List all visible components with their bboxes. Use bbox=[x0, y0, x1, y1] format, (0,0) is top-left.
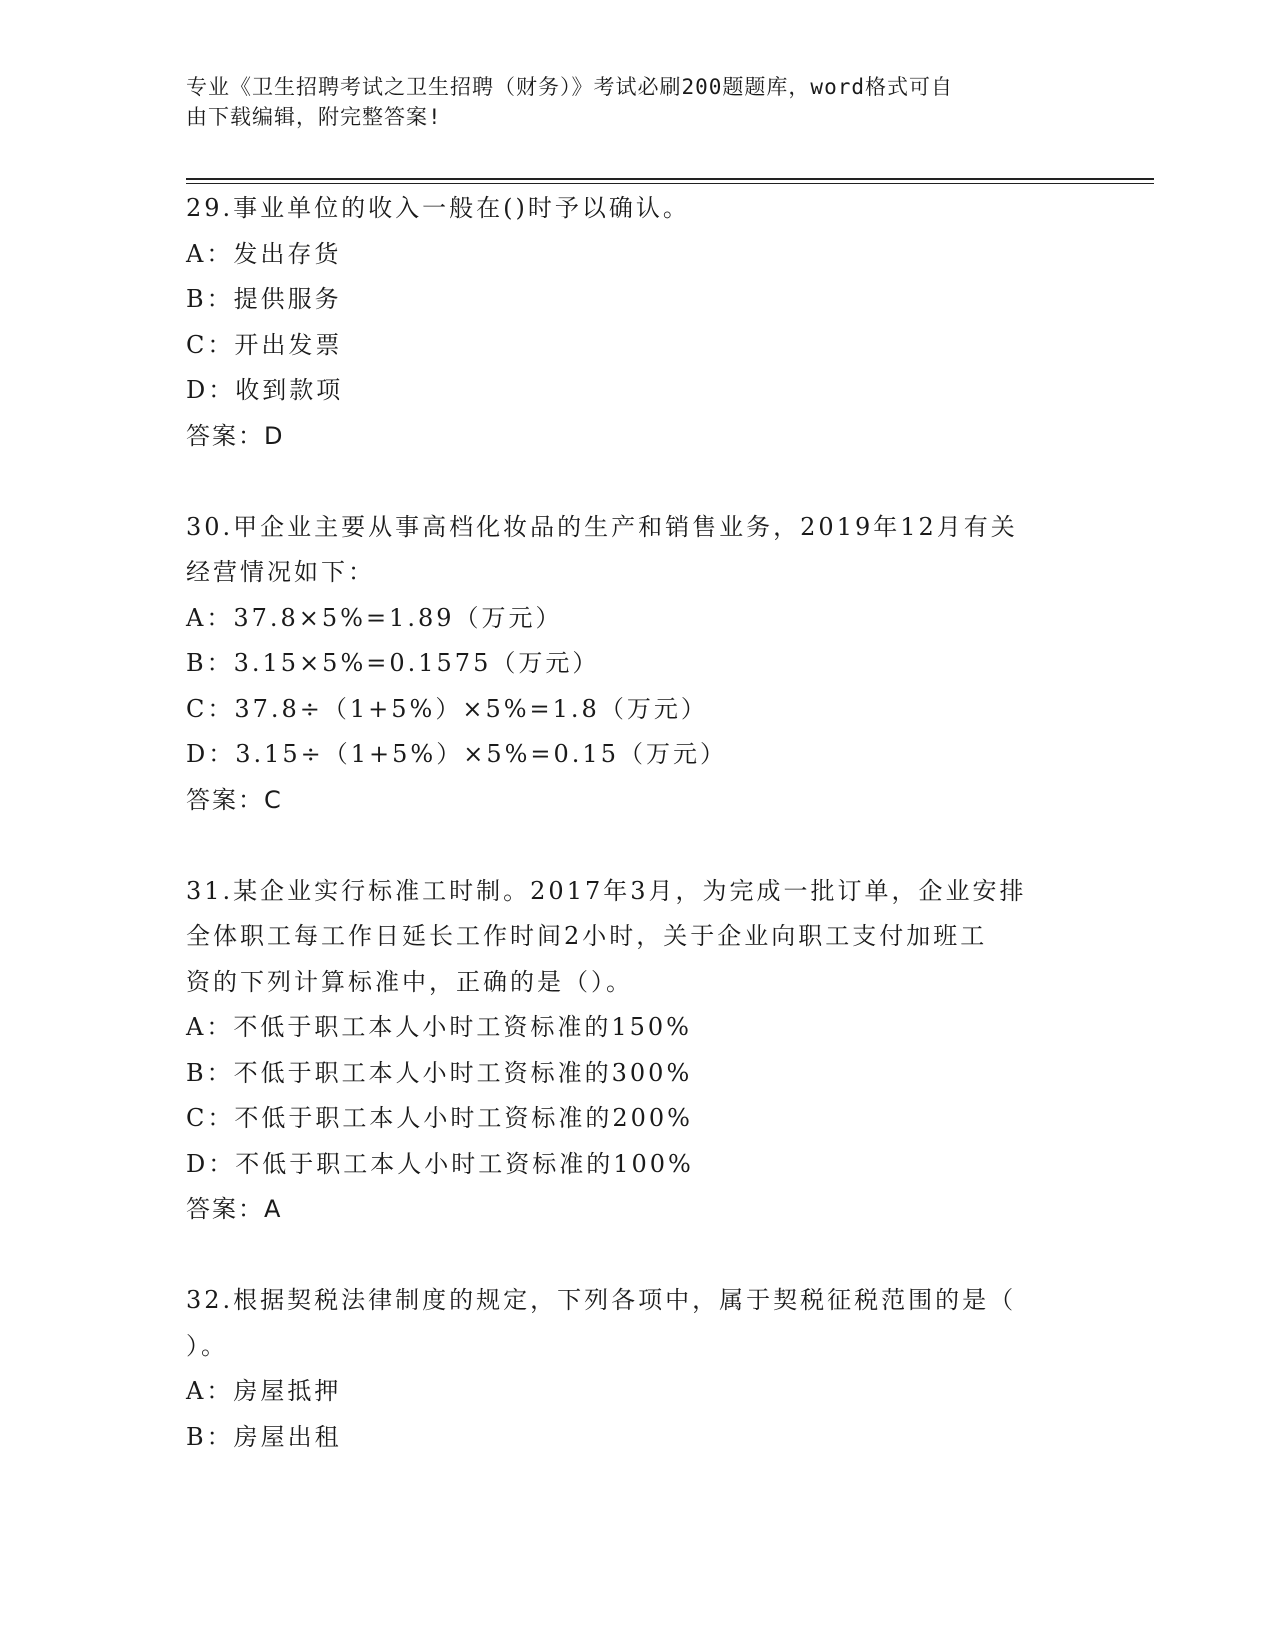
option-a: A：37.8×5%=1.89（万元） bbox=[186, 603, 563, 632]
option-d: D：3.15÷（1+5%）×5%=0.15（万元） bbox=[186, 740, 727, 768]
option-a: A：房屋抵押 bbox=[186, 1377, 342, 1405]
question-30 bbox=[186, 505, 1086, 824]
question-stem: 经营情况如下： bbox=[186, 558, 375, 586]
question-32 bbox=[186, 1278, 1086, 1460]
header-divider-thick bbox=[186, 178, 1154, 180]
option-c: C：37.8÷（1+5%）×5%=1.8（万元） bbox=[186, 694, 708, 723]
option-c: C：开出发票 bbox=[186, 330, 343, 359]
option-b: B：3.15×5%=0.1575（万元） bbox=[186, 649, 600, 677]
header-line-2: 由下载编辑，附完整答案! bbox=[186, 105, 442, 129]
header-divider-thin bbox=[186, 183, 1154, 184]
option-b: B：房屋出租 bbox=[186, 1422, 342, 1451]
answer: 答案：C bbox=[186, 785, 283, 814]
question-stem: 30.甲企业主要从事高档化妆品的生产和销售业务，2019年12月有关 bbox=[186, 512, 1018, 541]
option-a: A：不低于职工本人小时工资标准的150% bbox=[186, 1013, 692, 1041]
option-b: B：不低于职工本人小时工资标准的300% bbox=[186, 1058, 693, 1087]
option-b: B：提供服务 bbox=[186, 285, 342, 313]
question-29 bbox=[186, 186, 1086, 459]
question-stem: 全体职工每工作日延长工作时间2小时，关于企业向职工支付加班工 bbox=[186, 922, 988, 950]
question-31 bbox=[186, 869, 1086, 1233]
option-a: A：发出存货 bbox=[186, 239, 342, 268]
question-stem: 29.事业单位的收入一般在()时予以确认。 bbox=[186, 194, 690, 222]
document-header bbox=[186, 72, 1066, 132]
question-stem: 31.某企业实行标准工时制。2017年3月，为完成一批订单，企业安排 bbox=[186, 876, 1027, 905]
answer: 答案：A bbox=[186, 1195, 283, 1223]
question-stem: 资的下列计算标准中，正确的是（）。 bbox=[186, 967, 633, 996]
option-d: D：收到款项 bbox=[186, 376, 344, 404]
option-c: C：不低于职工本人小时工资标准的200% bbox=[186, 1104, 693, 1132]
question-stem: ）。 bbox=[186, 1331, 228, 1360]
header-line-1: 专业《卫生招聘考试之卫生招聘（财务）》考试必刷200题题库，word格式可自 bbox=[186, 75, 953, 99]
option-d: D：不低于职工本人小时工资标准的100% bbox=[186, 1149, 694, 1178]
question-stem: 32.根据契税法律制度的规定，下列各项中，属于契税征税范围的是（ bbox=[186, 1286, 1017, 1314]
question-list bbox=[186, 186, 1086, 1506]
answer: 答案：D bbox=[186, 421, 285, 450]
